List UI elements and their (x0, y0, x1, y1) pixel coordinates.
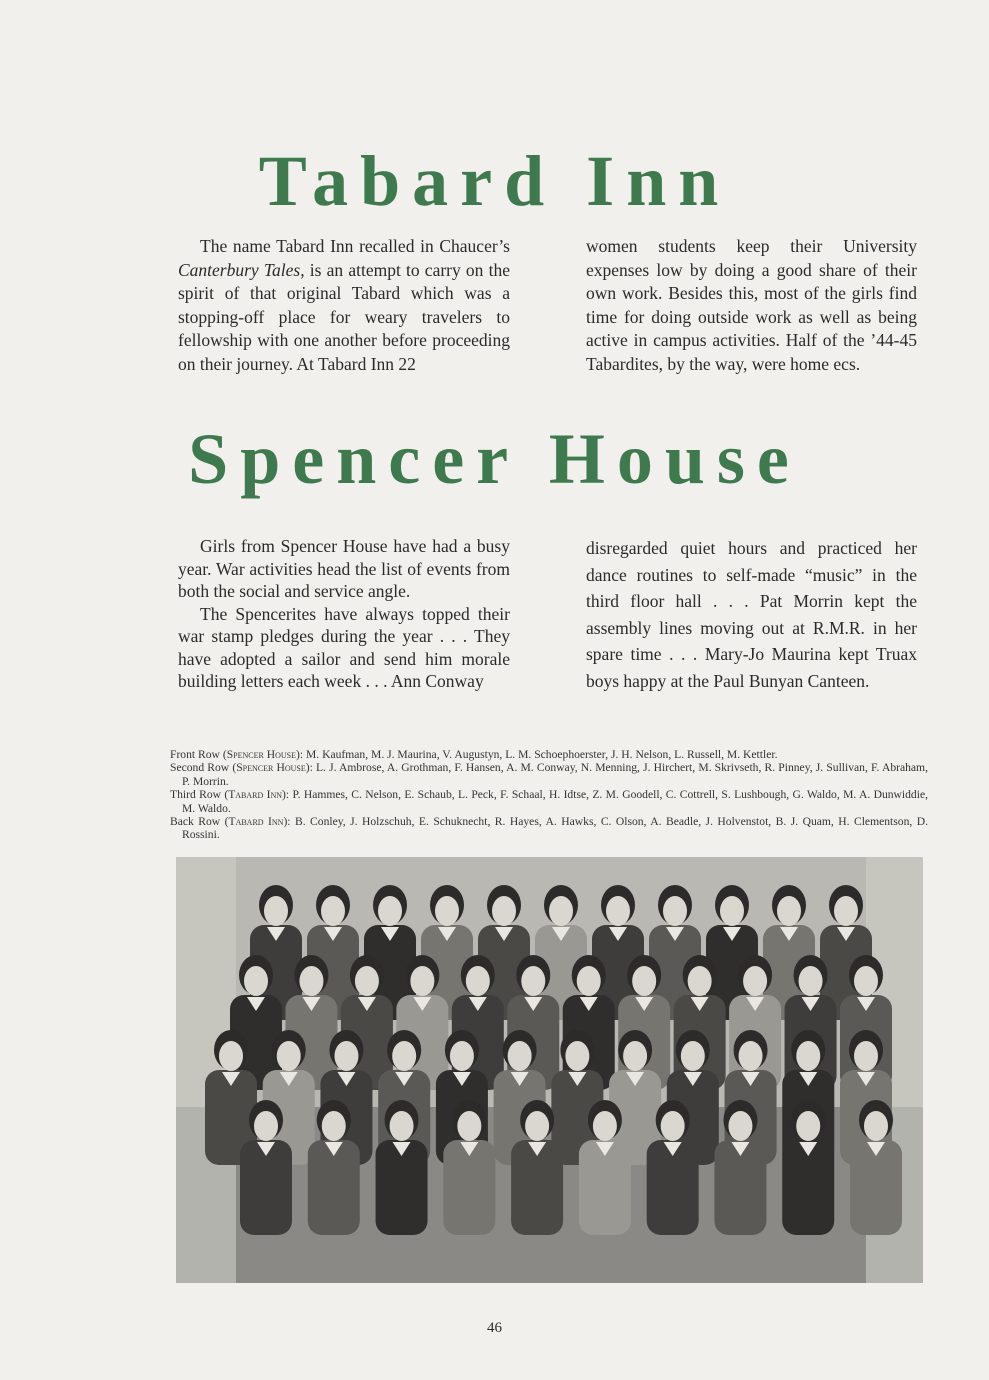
tabard-paragraph-1 (178, 235, 510, 376)
page-number: 46 (487, 1320, 502, 1336)
person-face (834, 896, 858, 926)
caption-row-label: Third Row ( (170, 788, 229, 802)
caption-row-label: Second Row ( (170, 761, 237, 775)
group-photograph-drawing (176, 857, 923, 1283)
spencer-paragraph-2: The Spencerites have always topped their war stamp pledges during the year . . . They have adopted a sailor and send him morale building letters each week . . . Ann Conway (178, 603, 510, 691)
person-face (854, 1041, 878, 1071)
person-face (435, 896, 459, 926)
tabard-p1-text-a: The name Tabard Inn recalled in Chaucer’s (200, 236, 510, 256)
person-face (623, 1041, 647, 1071)
group-photograph (176, 857, 923, 1283)
person-face (854, 966, 878, 996)
person-face (777, 896, 801, 926)
person-face (322, 1111, 346, 1141)
person-face (606, 896, 630, 926)
person-face (450, 1041, 474, 1071)
person-face (799, 966, 823, 996)
person-face (661, 1111, 685, 1141)
canterbury-tales-title: Canterbury Tales, (178, 259, 305, 280)
person-face (254, 1111, 278, 1141)
caption-row-names: P. Hammes, C. Nelson, E. Schaub, L. Peck, F. Schaal, H. Idtse, Z. M. Goodell, C. Cottrell, S. Lushbough, G. Waldo, M. A. Dunwiddie, M. Waldo. (182, 788, 928, 815)
person-face (577, 966, 601, 996)
caption-row-back (170, 815, 928, 842)
caption-row-third (170, 788, 928, 815)
tabard-text-right-column (586, 235, 917, 376)
caption-row-label: Front Row ( (170, 748, 227, 761)
person-face (244, 966, 268, 996)
person-face (392, 1041, 416, 1071)
tabard-paragraph-1-continued: women students keep their University expenses low by doing a good share of their own work. Besides this, most of the girls find time for doing outside work as well as being active in campus activities. Half of the ’44-45 Tabardites, by the way, were home ecs. (586, 236, 917, 374)
person-face (796, 1111, 820, 1141)
person-face (663, 896, 687, 926)
person-face (264, 896, 288, 926)
person-face (457, 1111, 481, 1141)
photo-caption (170, 748, 928, 842)
person-face (864, 1111, 888, 1141)
person-face (355, 966, 379, 996)
person-face (565, 1041, 589, 1071)
spencer-house-title: Spencer House (188, 419, 801, 499)
caption-row-front (170, 748, 928, 761)
person-face (277, 1041, 301, 1071)
person-face (390, 1111, 414, 1141)
caption-row-close: ): (305, 761, 316, 775)
caption-row-names: M. Kaufman, M. J. Maurina, V. Augustyn, L. M. Schoephoerster, J. H. Nelson, L. Russell, M. Kettler. (305, 748, 778, 761)
spencer-paragraph-1: Girls from Spencer House have had a busy year. War activities head the list of events from both the social and service angle. (178, 536, 510, 601)
caption-row-close: ): (283, 815, 295, 829)
caption-row-second (170, 761, 928, 788)
person-face (321, 896, 345, 926)
tabard-p1-text-b: is an attempt to carry on the spirit of that original Tabard which was a stopping-off place for weary travelers to fellowship with one another before proceeding on their journey. At Tabard Inn 22 (178, 259, 510, 374)
person-face (410, 966, 434, 996)
spencer-text-right-column (586, 535, 917, 694)
caption-row-names: B. Conley, J. Holzschuh, E. Schuknecht, R. Hayes, A. Hawks, C. Olson, A. Beadle, J. Holvenstot, B. J. Quam, H. Clementson, D. Rossini. (182, 815, 928, 842)
person-face (728, 1111, 752, 1141)
person-face (378, 896, 402, 926)
person-face (743, 966, 767, 996)
caption-row-label: Back Row ( (170, 815, 229, 829)
tabard-inn-title: Tabard Inn (258, 141, 731, 221)
person-face (549, 896, 573, 926)
person-face (466, 966, 490, 996)
person-face (632, 966, 656, 996)
person-face (593, 1111, 617, 1141)
caption-row-names: L. J. Ambrose, A. Grothman, F. Hansen, A. M. Conway, N. Menning, J. Hirchert, M. Skrivseth, R. Pinney, J. Sullivan, F. Abraham, P. Morrin. (182, 761, 928, 788)
person-face (508, 1041, 532, 1071)
person-face (796, 1041, 820, 1071)
person-face (681, 1041, 705, 1071)
person-face (492, 896, 516, 926)
spencer-text-left-column (178, 535, 510, 693)
person-face (521, 966, 545, 996)
person-face (219, 1041, 243, 1071)
person-face (688, 966, 712, 996)
person-face (334, 1041, 358, 1071)
tabard-text-left-column (178, 235, 510, 376)
caption-row-house: Spencer House (236, 761, 306, 775)
person-face (525, 1111, 549, 1141)
caption-row-house: Tabard Inn (228, 815, 284, 829)
caption-row-house: Tabard Inn (228, 788, 283, 802)
caption-row-close: ): (295, 748, 306, 761)
person-face (739, 1041, 763, 1071)
person-face (720, 896, 744, 926)
spencer-paragraph-2-continued: disregarded quiet hours and practiced her dance routines to self-made “music” in the third floor hall . . . Pat Morrin kept the assembly lines moving out at R.M.R. in her spare time . . . Mary-Jo Maurina kept Truax boys happy at the Paul Bunyan Canteen. (586, 538, 917, 691)
person-face (299, 966, 323, 996)
caption-row-close: ): (282, 788, 293, 802)
caption-row-house: Spencer House (226, 748, 296, 761)
